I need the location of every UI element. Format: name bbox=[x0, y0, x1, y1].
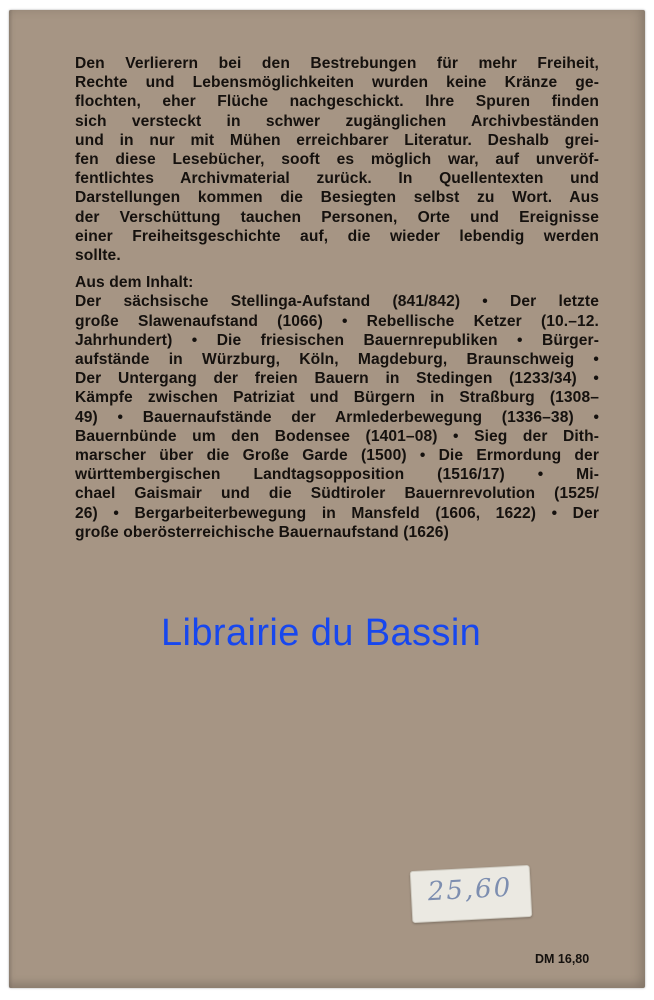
contents-line: Kämpfe zwischen Patriziat und Bürgern in Straßburg (1308– bbox=[75, 389, 599, 407]
contents-line: Der Untergang der freien Bauern in Stedingen (1233/34) • bbox=[75, 370, 599, 388]
bookshop-watermark: Librairie du Bassin bbox=[161, 612, 482, 654]
intro-line: Darstellungen kommen die Besiegten selbst zu Wort. Aus bbox=[75, 189, 599, 207]
contents-list bbox=[75, 292, 599, 542]
contents-line: 49) • Bauernaufstände der Armlederbewegung (1336–38) • bbox=[75, 408, 599, 426]
contents-heading: Aus dem Inhalt: bbox=[75, 274, 194, 292]
contents-line: Bauernbünde um den Bodensee (1401–08) • Sieg der Dith- bbox=[75, 427, 599, 445]
blurb-text bbox=[75, 54, 599, 542]
intro-line: einer Freiheitsgeschichte auf, die wieder lebendig werden bbox=[75, 227, 599, 245]
printed-price: DM 16,80 bbox=[535, 952, 590, 966]
intro-line: Den Verlierern bei den Bestrebungen für mehr Freiheit, bbox=[75, 55, 599, 72]
contents-line: marscher über die Große Garde (1500) • Die Ermordung der bbox=[75, 447, 599, 465]
contents-line: 26) • Bergarbeiterbewegung in Mansfeld (1606, 1622) • Der bbox=[75, 504, 599, 522]
book-back-cover bbox=[9, 10, 645, 988]
intro-paragraph bbox=[75, 54, 599, 265]
intro-line: fen diese Lesebücher, sooft es möglich war, auf unveröf- bbox=[75, 151, 599, 169]
intro-line: fentlichtes Archivmaterial zurück. In Quellentexten und bbox=[75, 170, 599, 188]
sticker-price: 25,60 bbox=[427, 872, 513, 908]
intro-line: sich versteckt in schwer zugänglichen Archivbeständen bbox=[75, 112, 599, 130]
price-sticker bbox=[410, 865, 533, 923]
contents-line: württembergischen Landtagsopposition (1516/17) • Mi- bbox=[75, 466, 599, 484]
intro-line: sollte. bbox=[75, 247, 121, 265]
contents-line: Jahrhundert) • Die friesischen Bauernrepubliken • Bürger- bbox=[75, 331, 599, 349]
contents-line: Der sächsische Stellinga-Aufstand (841/842) • Der letzte bbox=[75, 293, 599, 311]
intro-line: Rechte und Lebensmöglichkeiten wurden keine Kränze ge- bbox=[75, 74, 599, 92]
contents-line: große oberösterreichische Bauernaufstand (1626) bbox=[75, 523, 449, 541]
contents-line: chael Gaismair und die Südtiroler Bauernrevolution (1525/ bbox=[75, 485, 599, 503]
intro-line: der Verschüttung tauchen Personen, Orte und Ereignisse bbox=[75, 208, 599, 226]
contents-line: große Slawenaufstand (1066) • Rebellische Ketzer (10.–12. bbox=[75, 312, 599, 330]
intro-line: flochten, eher Flüche nachgeschickt. Ihre Spuren finden bbox=[75, 93, 599, 111]
intro-line: und in nur mit Mühen erreichbarer Literatur. Deshalb grei- bbox=[75, 131, 599, 149]
contents-line: aufstände in Würzburg, Köln, Magdeburg, Braunschweig • bbox=[75, 351, 599, 369]
